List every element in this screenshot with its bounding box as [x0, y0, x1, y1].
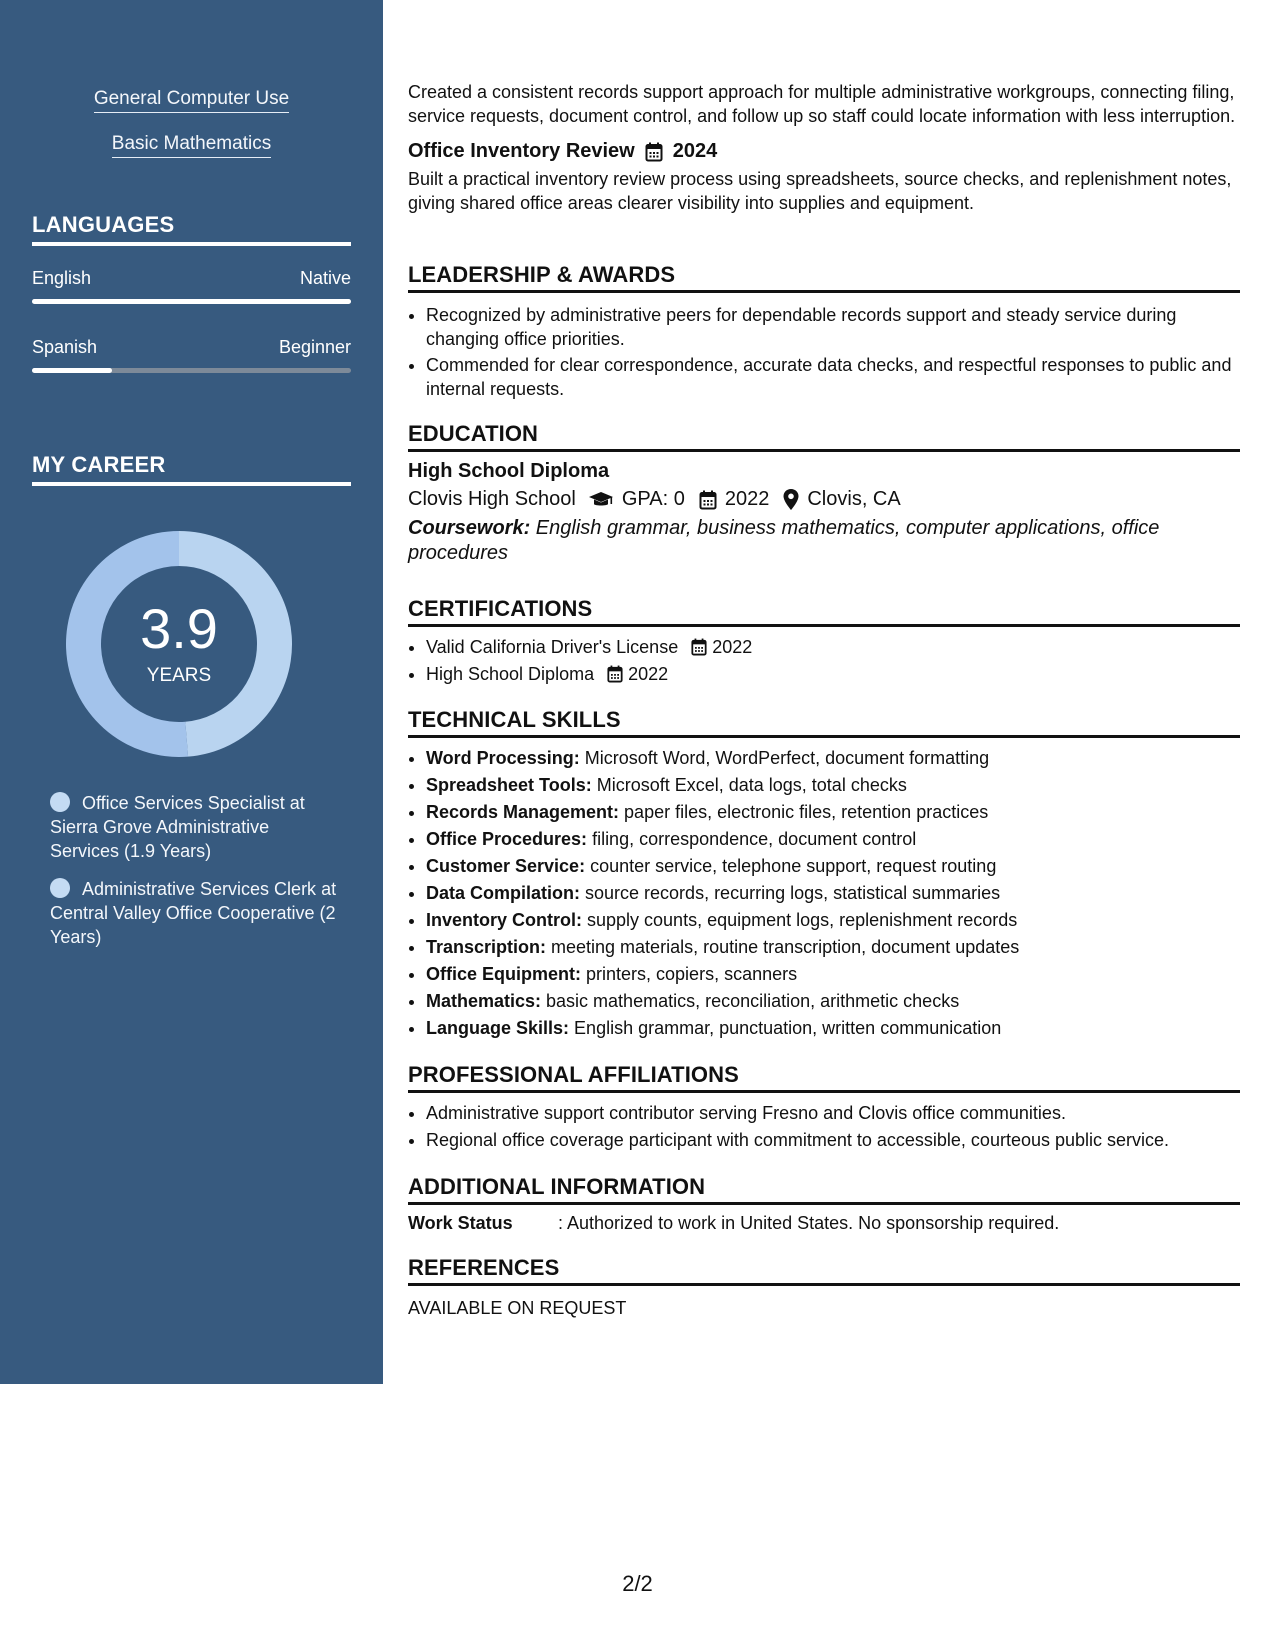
project-title: Office Inventory Review	[408, 140, 635, 162]
list-item: • Office Equipment: printers, copiers, scanners	[426, 961, 1240, 988]
language-row	[32, 268, 351, 289]
project-year: 2024	[672, 140, 718, 162]
additional-info-heading: ADDITIONAL INFORMATION	[408, 1174, 1240, 1205]
language-name: Spanish	[32, 337, 98, 357]
technical-skills-section	[408, 707, 1240, 1042]
technical-skills-heading: TECHNICAL SKILLS	[408, 707, 1240, 738]
list-item: • Administrative support contributor serving Fresno and Clovis office communities.	[426, 1100, 1240, 1127]
graduation-year: 2022	[724, 488, 770, 510]
list-item: • Recognized by administrative peers for dependable records support and steady service during changing office priorities.	[426, 303, 1240, 351]
references-section	[408, 1255, 1240, 1319]
career-dot-icon	[50, 878, 70, 898]
language-name: English	[32, 268, 92, 288]
affiliations-list	[408, 1100, 1240, 1154]
calendar-icon	[645, 142, 663, 162]
list-item: • Language Skills: English grammar, punctuation, written communication	[426, 1015, 1240, 1042]
languages-heading: LANGUAGES	[32, 212, 351, 246]
certifications-heading: CERTIFICATIONS	[408, 596, 1240, 627]
skill-item: General Computer Use	[0, 88, 383, 113]
language-level: Native	[299, 268, 351, 288]
certifications-section	[408, 596, 1240, 688]
project-title-row	[408, 140, 1240, 163]
list-item: • Spreadsheet Tools: Microsoft Excel, data logs, total checks	[426, 772, 1240, 799]
list-item: • Word Processing: Microsoft Word, WordPerfect, document formatting	[426, 745, 1240, 772]
degree: High School Diploma	[408, 460, 610, 482]
project-description: Created a consistent records support approach for multiple administrative workgroups, connecting filing, service requests, document control, and follow up so staff could locate information with less interruption.	[408, 82, 1236, 126]
career-item: Office Services Specialist at Sierra Grove Administrative Services (1.9 Years)	[50, 793, 305, 861]
location-pin-icon	[783, 489, 799, 510]
list-item: • Valid California Driver's License 2022	[426, 634, 1240, 661]
list-item: • Data Compilation: source records, recurring logs, statistical summaries	[426, 880, 1240, 907]
technical-skills-list	[408, 745, 1240, 1042]
school-location: Clovis, CA	[807, 488, 901, 510]
references-text: AVAILABLE ON REQUEST	[408, 1298, 627, 1318]
project-description: Built a practical inventory review process using spreadsheets, source checks, and replenishment notes, giving shared office areas clearer visibility into supplies and equipment.	[408, 169, 1232, 213]
affiliations-section	[408, 1062, 1240, 1154]
career-unit: YEARS	[146, 665, 212, 686]
projects-section	[408, 80, 1240, 215]
affiliations-heading: PROFESSIONAL AFFILIATIONS	[408, 1062, 1240, 1093]
school-name: Clovis High School	[408, 488, 576, 510]
leadership-heading: LEADERSHIP & AWARDS	[408, 262, 1240, 293]
list-item: • Office Procedures: filing, correspondence, document control	[426, 826, 1240, 853]
coursework: Coursework: English grammar, business mathematics, computer applications, office procedures	[408, 517, 1160, 564]
list-item: • Commended for clear correspondence, accurate data checks, and respectful responses to public and internal requests.	[426, 353, 1240, 401]
certifications-list	[408, 634, 1240, 688]
leadership-section	[408, 262, 1240, 401]
list-item: • Regional office coverage participant with commitment to accessible, courteous public service.	[426, 1127, 1240, 1154]
leadership-list	[408, 303, 1240, 401]
language-bar-fill	[32, 368, 112, 373]
calendar-icon	[607, 665, 623, 683]
work-status-row	[408, 1213, 1240, 1234]
education-section	[408, 421, 1240, 566]
sidebar	[0, 0, 383, 1384]
gpa: GPA: 0	[621, 488, 685, 510]
list-item: • Transcription: meeting materials, routine transcription, document updates	[426, 934, 1240, 961]
page-number: 2/2	[622, 1571, 653, 1596]
references-heading: REFERENCES	[408, 1255, 1240, 1286]
graduation-cap-icon	[588, 491, 614, 509]
list-item: • Records Management: paper files, electronic files, retention practices	[426, 799, 1240, 826]
language-bar	[32, 299, 351, 304]
skill-item: Basic Mathematics	[0, 133, 383, 158]
calendar-icon	[699, 490, 717, 510]
language-bar-fill	[32, 299, 351, 304]
list-item: • Mathematics: basic mathematics, reconciliation, arithmetic checks	[426, 988, 1240, 1015]
career-item: Administrative Services Clerk at Central Valley Office Cooperative (2 Years)	[50, 879, 337, 947]
career-heading: MY CAREER	[32, 452, 351, 486]
list-item: • Customer Service: counter service, telephone support, request routing	[426, 853, 1240, 880]
career-dot-icon	[50, 792, 70, 812]
education-details	[408, 488, 1240, 511]
career-total: 3.9	[140, 597, 218, 660]
list-item: • Inventory Control: supply counts, equipment logs, replenishment records	[426, 907, 1240, 934]
education-heading: EDUCATION	[408, 421, 1240, 452]
list-item: • High School Diploma 2022	[426, 661, 1240, 688]
work-status-value: : Authorized to work in United States. No sponsorship required.	[558, 1213, 1060, 1233]
language-row	[32, 337, 351, 358]
work-status-label: Work Status	[408, 1213, 513, 1233]
language-level: Beginner	[278, 337, 351, 357]
additional-info-section	[408, 1174, 1240, 1234]
language-bar	[32, 368, 351, 373]
calendar-icon	[691, 638, 707, 656]
